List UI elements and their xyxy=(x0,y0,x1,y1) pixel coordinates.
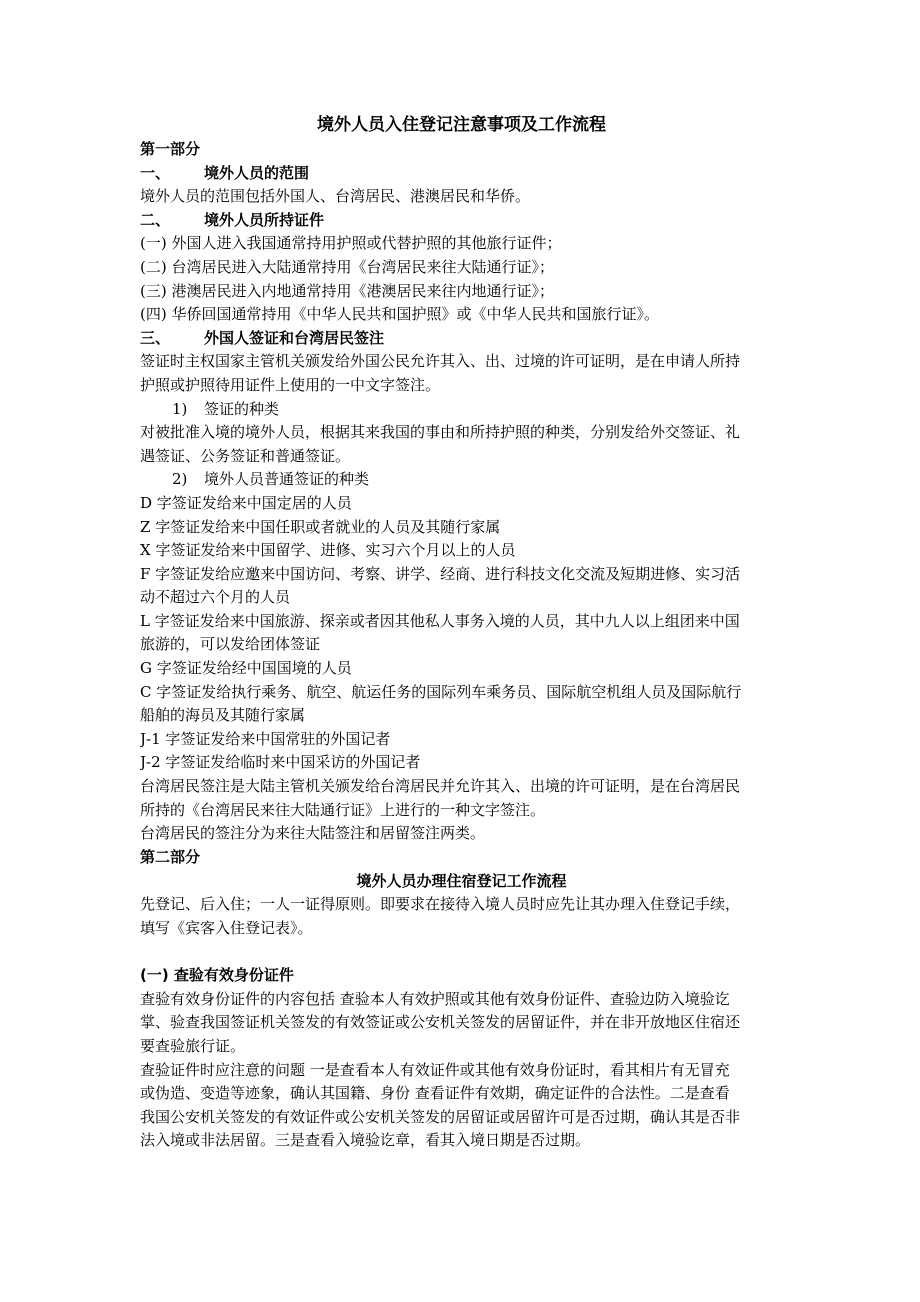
paragraph-line: X 字签证发给来中国留学、进修、实习六个月以上的人员 xyxy=(140,541,516,560)
subsection2-heading xyxy=(140,468,783,492)
list-item: (一) 外国人进入我国通常持用护照或代替护照的其他旅行证件； xyxy=(140,234,562,253)
subsection2-title: 境外人员普通签证的种类 xyxy=(204,470,370,489)
paragraph-line: L 字签证发给来中国旅游、探亲或者因其他私人事务入境的人员，其中九人以上组团来中国 xyxy=(140,611,740,630)
section2-number: 二、 xyxy=(140,210,171,229)
list-item: (四) 华侨回国通常持用《中华人民共和国护照》或《中华人民共和国旅行证》。 xyxy=(140,305,659,324)
paragraph-line: 所持的《台湾居民来往大陆通行证》上进行的一种文字签注。 xyxy=(140,800,546,819)
paragraph-line: 台湾居民签注是大陆主管机关颁发给台湾居民并允许其入、出境的许可证明，是在台湾居民 xyxy=(140,777,741,796)
paragraph-line: Z 字签证发给来中国任职或者就业的人员及其随行家属 xyxy=(140,517,501,536)
paragraph-line: 填写《宾客入住登记表》。 xyxy=(140,919,313,937)
section1-number: 一、 xyxy=(140,163,171,182)
paragraph-line: 法入境或非法居留。三是查看入境验讫章，看其入境日期是否过期。 xyxy=(140,1131,591,1150)
step1-heading: (一) 查验有效身份证件 xyxy=(140,966,294,985)
document-page xyxy=(140,112,783,1153)
paragraph-line: 查验有效身份证件的内容包括 查验本人有效护照或其他有效身份证件、查验边防入境验讫 xyxy=(140,989,730,1008)
paragraph-line: G 字签证发给经中国国境的人员 xyxy=(140,659,352,678)
paragraph-line: 我国公安机关签发的有效证件或公安机关签发的居留证或居留许可是否过期，确认其是否非 xyxy=(140,1107,741,1126)
paragraph-line: 护照或护照待用证件上使用的一中文字签注。 xyxy=(140,375,441,394)
paragraph-line: D 字签证发给来中国定居的人员 xyxy=(140,493,352,512)
paragraph-line: 签证时主权国家主管机关颁发给外国公民允许其入、出、过境的许可证明，是在申请人所持 xyxy=(140,352,741,371)
part2-label: 第二部分 xyxy=(140,847,201,866)
paragraph-line: 台湾居民的签注分为来往大陆签注和居留签注两类。 xyxy=(140,824,486,843)
paragraph-line: 对被批准入境的境外人员，根据其来我国的事由和所持护照的种类，分别发给外交签证、礼 xyxy=(140,423,741,442)
part1-label: 第一部分 xyxy=(140,140,201,158)
section1-title: 境外人员的范围 xyxy=(204,163,310,182)
section3-heading xyxy=(140,327,783,351)
paragraph-line: 掌、验查我国签证机关签发的有效签证或公安机关签发的居留证件，并在非开放地区住宿还 xyxy=(140,1013,741,1032)
subsection1-heading xyxy=(140,398,783,422)
paragraph-line: 旅游的，可以发给团体签证 xyxy=(140,635,321,654)
paragraph-line: 动不超过六个月的人员 xyxy=(140,588,291,607)
paragraph-line: 遇签证、公务签证和普通签证。 xyxy=(140,446,351,465)
section1-text: 境外人员的范围包括外国人、台湾居民、港澳居民和华侨。 xyxy=(140,187,531,206)
paragraph-line: 或伪造、变造等迹象，确认其国籍、身份 查看证件有效期，确定证件的合法性。二是查看 xyxy=(140,1084,730,1103)
paragraph-line: F 字签证发给应邀来中国访问、考察、讲学、经商、进行科技文化交流及短期进修、实习活 xyxy=(140,564,741,583)
paragraph-line: J-1 字签证发给来中国常驻的外国记者 xyxy=(140,729,391,748)
section2-heading xyxy=(140,209,783,233)
section3-number: 三、 xyxy=(140,328,171,347)
section3-title: 外国人签证和台湾居民签注 xyxy=(204,328,385,347)
paragraph-line: C 字签证发给执行乘务、航空、航运任务的国际列车乘务员、国际航空机组人员及国际航行 xyxy=(140,682,742,701)
paragraph-line: 要查验旅行证。 xyxy=(140,1036,246,1055)
paragraph-line: 查验证件时应注意的问题 一是查看本人有效证件或其他有效身份证时，看其相片有无冒充 xyxy=(140,1060,730,1079)
list-item: (二) 台湾居民进入大陆通常持用《台湾居民来往大陆通行证》； xyxy=(140,257,554,276)
paragraph-line: 船舶的海员及其随行家属 xyxy=(140,706,306,725)
document-title: 境外人员入住登记注意事项及工作流程 xyxy=(317,115,606,135)
list-item: (三) 港澳居民进入内地通常持用《港澳居民来往内地通行证》； xyxy=(140,281,554,300)
subsection1-number: 1) xyxy=(172,399,188,418)
subsection2-number: 2) xyxy=(172,470,188,489)
subsection1-title: 签证的种类 xyxy=(204,399,280,418)
section2-title: 境外人员所持证件 xyxy=(204,210,325,229)
part2-subtitle: 境外人员办理住宿登记工作流程 xyxy=(356,872,567,891)
blank-line xyxy=(140,941,783,965)
paragraph-line: J-2 字签证发给临时来中国采访的外国记者 xyxy=(140,753,421,772)
paragraph-line: 先登记、后入住；一人一证得原则。即要求在接待入境人员时应先让其办理入住登记手续， xyxy=(140,895,741,914)
section1-heading xyxy=(140,162,783,186)
